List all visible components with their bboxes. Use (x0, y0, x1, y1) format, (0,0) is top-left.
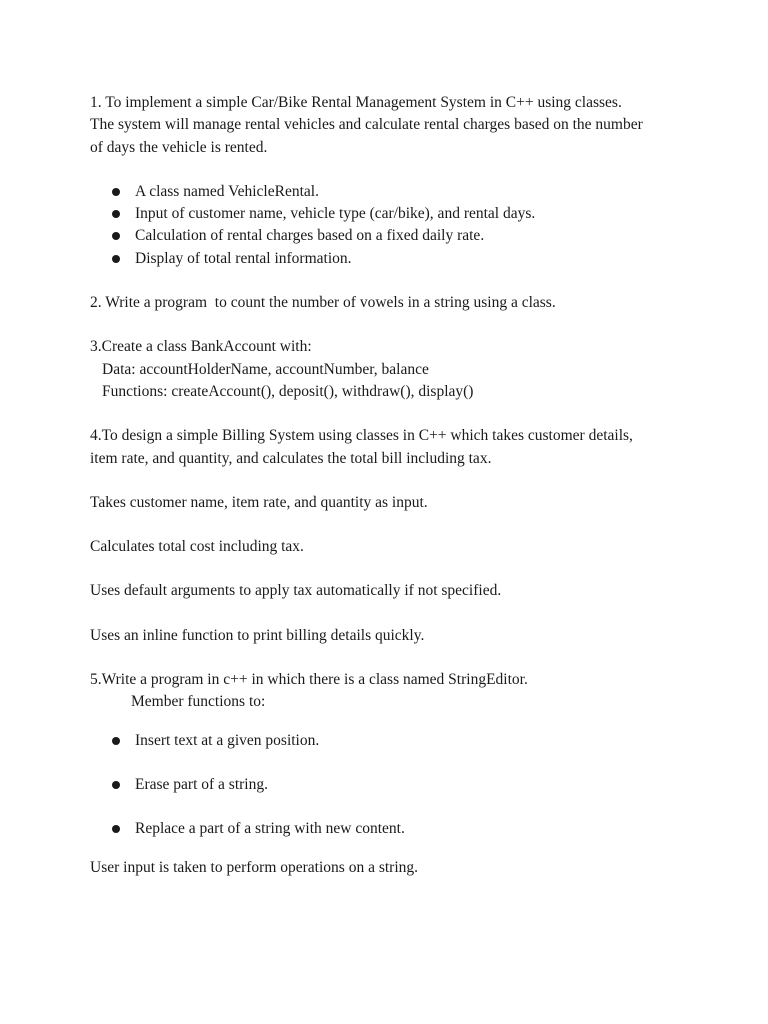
question-5-subtitle: Member functions to: (131, 693, 266, 711)
question-4-point: Uses an inline function to print billing details quickly. (90, 626, 425, 644)
document-page (90, 92, 690, 879)
bullet-icon (112, 210, 120, 218)
question-2: 2. Write a program to count the number of vowels in a string using a class. (90, 294, 556, 312)
bullet-item (112, 730, 690, 752)
question-3 (90, 336, 690, 403)
bullet-text: Calculation of rental charges based on a fixed daily rate. (135, 227, 485, 245)
question-4-point: Uses default arguments to apply tax automatically if not specified. (90, 582, 502, 600)
bullet-item (112, 225, 690, 247)
question-1-bullet-list (90, 181, 690, 270)
question-4-line: item rate, and quantity, and calculates the total bill including tax. (90, 449, 492, 467)
question-3-data-line: Data: accountHolderName, accountNumber, balance (102, 360, 429, 378)
bullet-text: Replace a part of a string with new content. (135, 820, 405, 838)
question-1-line: 1. To implement a simple Car/Bike Rental Management System in C++ using classes. (90, 94, 622, 111)
question-4-line: 4.To design a simple Billing System using classes in C++ which takes customer details, (90, 427, 633, 445)
bullet-icon (112, 232, 120, 240)
bullet-text: Erase part of a string. (135, 775, 268, 793)
bullet-text: Input of customer name, vehicle type (car/bike), and rental days. (135, 205, 536, 223)
bullet-text: A class named VehicleRental. (135, 182, 319, 200)
question-1-line: The system will manage rental vehicles and calculate rental charges based on the number (90, 116, 643, 134)
bullet-icon (112, 737, 120, 745)
bullet-item (112, 203, 690, 225)
bullet-item (112, 774, 690, 796)
question-4-point: Takes customer name, item rate, and quantity as input. (90, 493, 428, 511)
bullet-item (112, 248, 690, 270)
bullet-text: Display of total rental information. (135, 249, 352, 267)
bullet-icon (112, 255, 120, 263)
question-4-point: Calculates total cost including tax. (90, 538, 304, 556)
question-5-bullet-list (90, 730, 690, 841)
bullet-item (112, 181, 690, 203)
question-1 (90, 92, 690, 270)
question-4 (90, 425, 690, 647)
question-5-title: 5.Write a program in c++ in which there is a class named StringEditor. (90, 671, 528, 689)
bullet-text: Insert text at a given position. (135, 731, 320, 749)
question-5-footer: User input is taken to perform operations on a string. (90, 858, 419, 876)
question-5 (90, 669, 690, 879)
bullet-icon (112, 825, 120, 833)
question-1-line: of days the vehicle is rented. (90, 138, 268, 156)
question-3-title: 3.Create a class BankAccount with: (90, 338, 312, 356)
bullet-icon (112, 781, 120, 789)
question-3-functions-line: Functions: createAccount(), deposit(), withdraw(), display() (102, 382, 474, 400)
bullet-icon (112, 188, 120, 196)
bullet-item (112, 818, 690, 840)
